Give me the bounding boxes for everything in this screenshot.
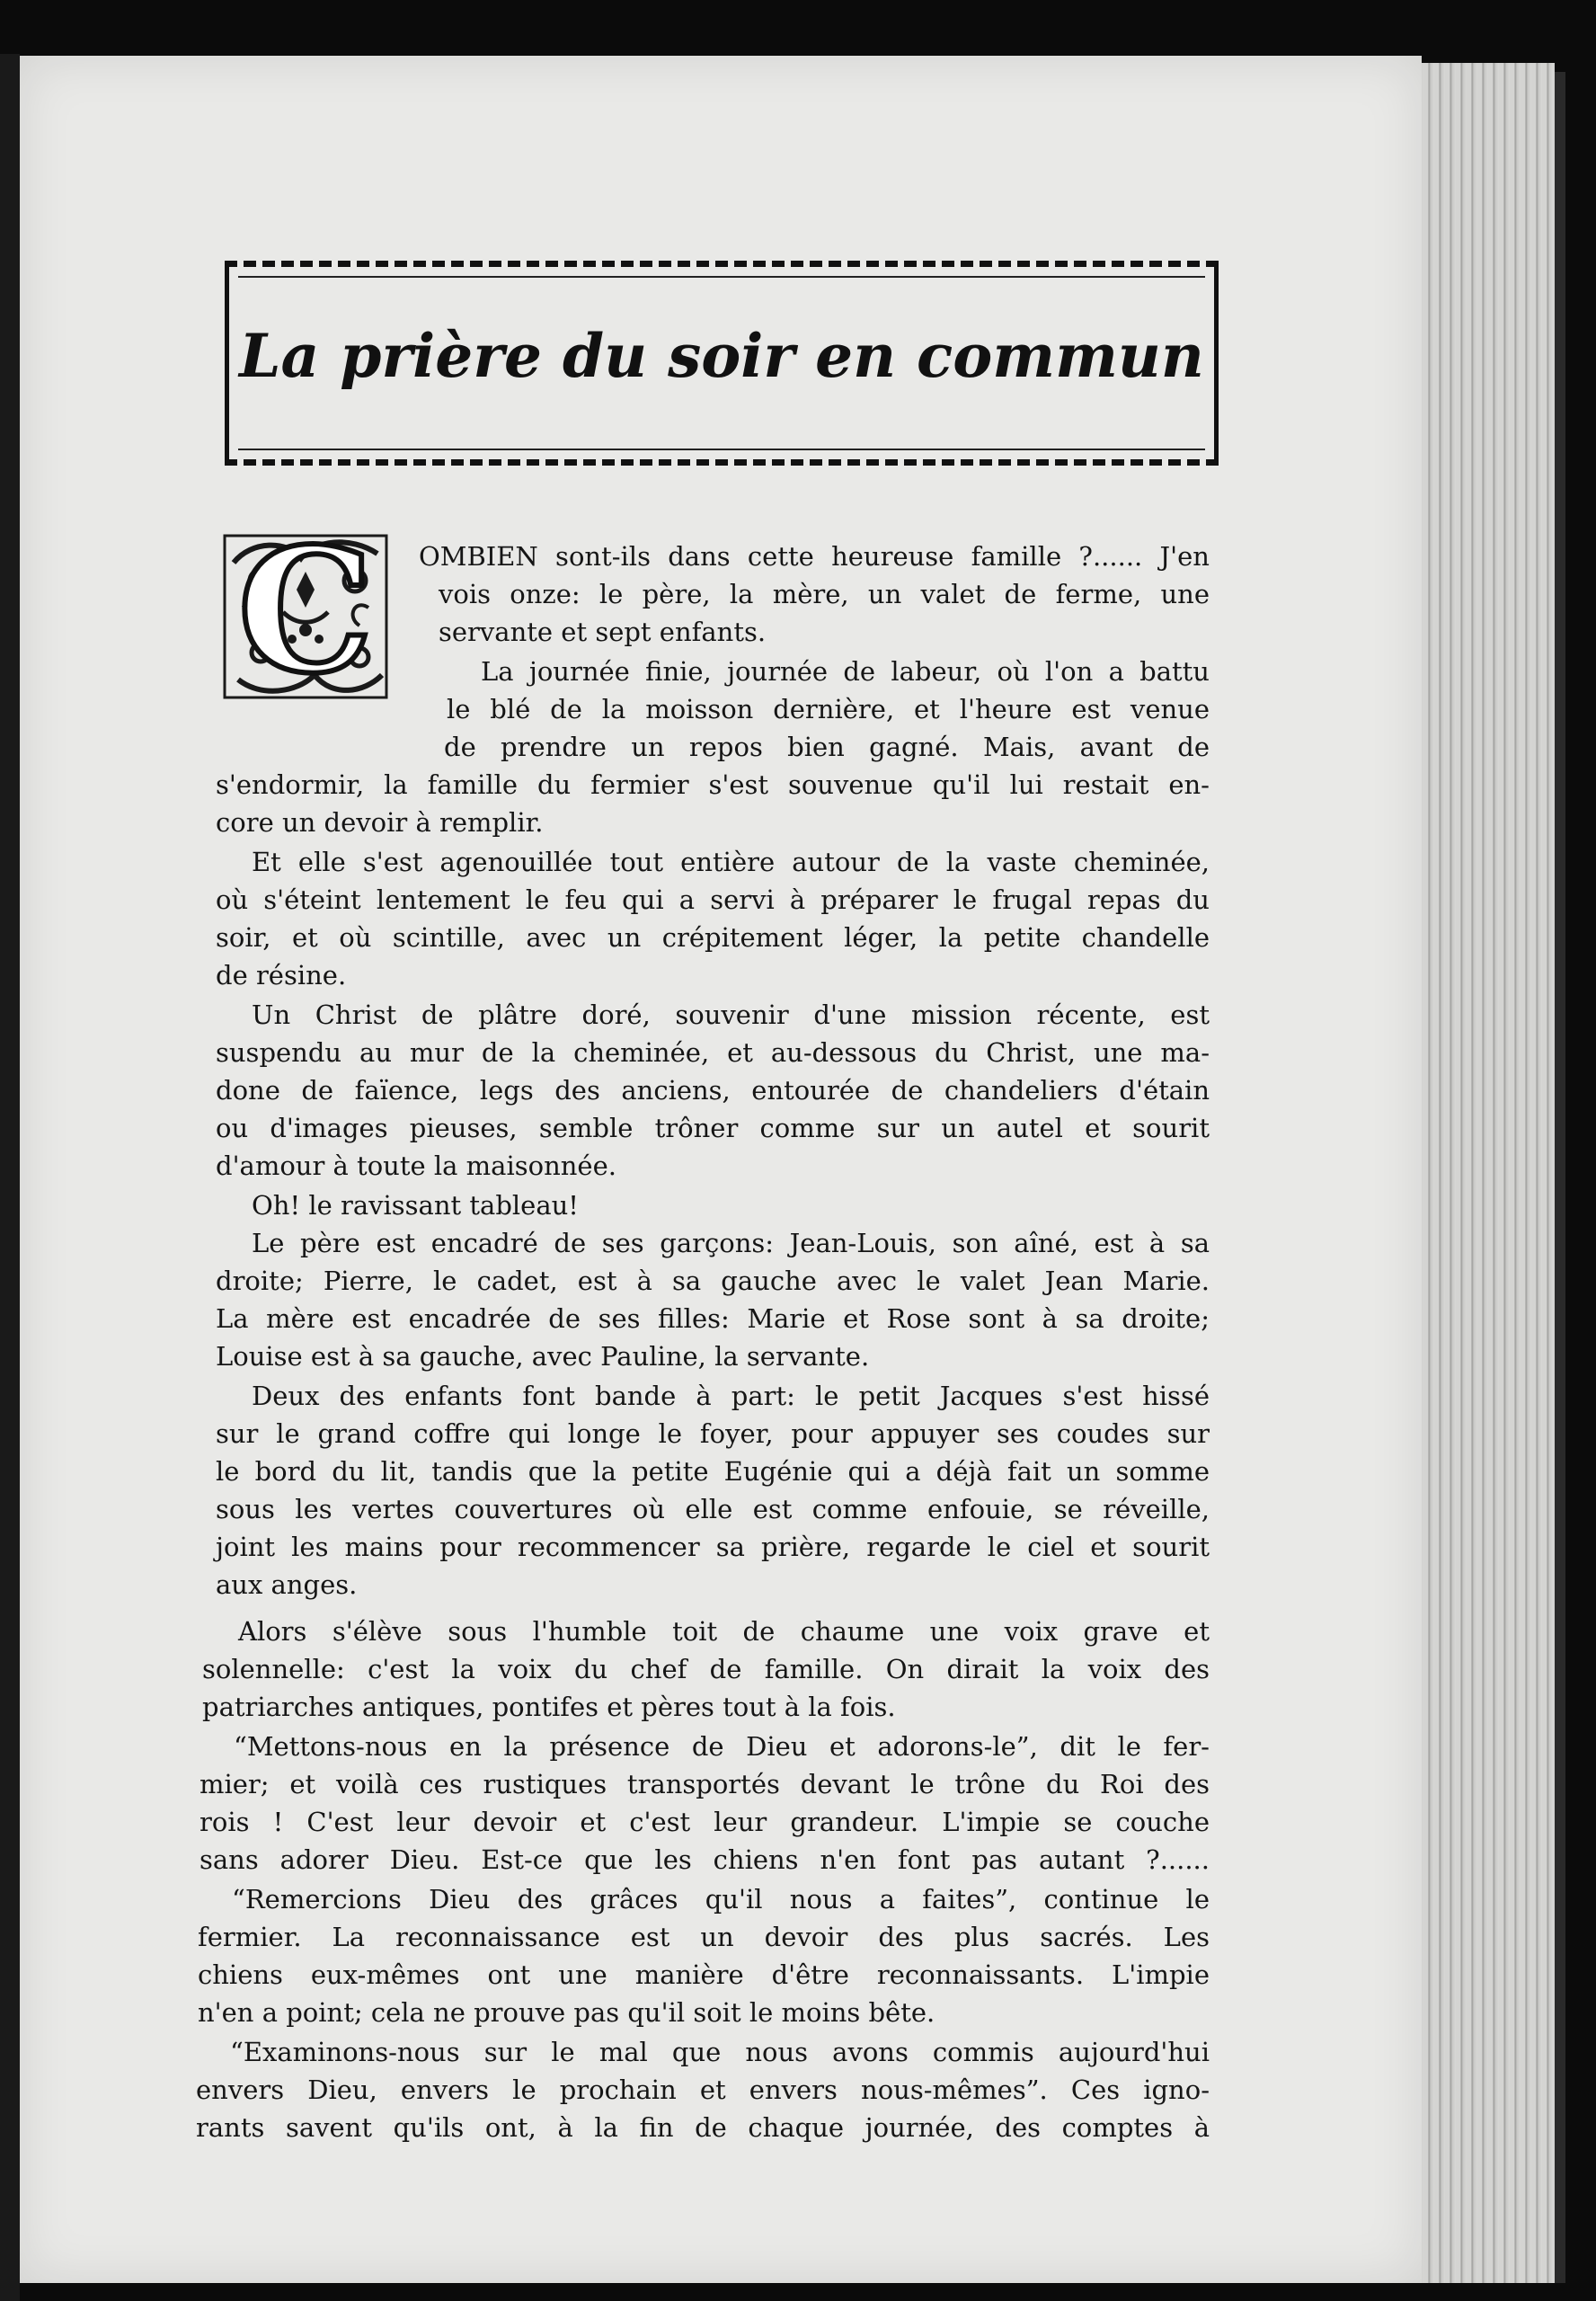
text-line: joint les mains pour recommencer sa prière, regarde le ciel et sourit xyxy=(216,1532,1210,1562)
text-line: ou d'images pieuses, semble trôner comme sur un autel et sourit xyxy=(216,1113,1210,1143)
text-line: sous les vertes couvertures où elle est comme enfouie, se réveille, xyxy=(216,1494,1210,1524)
text-line: rants savent qu'ils ont, à la fin de chaque journée, des comptes à xyxy=(196,2112,1210,2143)
dropcap-letter: C xyxy=(237,527,374,706)
text-line: Alors s'élève sous l'humble toit de chaume une voix grave et xyxy=(238,1616,1210,1647)
text-line: Le père est encadré de ses garçons: Jean-Louis, son aîné, est à sa xyxy=(252,1228,1210,1258)
text-line: Un Christ de plâtre doré, souvenir d'une mission récente, est xyxy=(252,999,1210,1030)
text-line: rois ! C'est leur devoir et c'est leur grandeur. L'impie se couche xyxy=(200,1807,1210,1837)
text-line: OMBIEN sont-ils dans cette heureuse famille ?...... J'en xyxy=(419,541,1210,572)
text-line: Et elle s'est agenouillée tout entière autour de la vaste cheminée, xyxy=(252,847,1210,877)
text-line: s'endormir, la famille du fermier s'est souvenue qu'il lui restait en- xyxy=(216,769,1210,800)
text-line: La journée finie, journée de labeur, où l'on a battu xyxy=(481,656,1210,687)
text-line: “Mettons-nous en la présence de Dieu et adorons-le”, dit le fer- xyxy=(234,1731,1210,1762)
text-line: le blé de la moisson dernière, et l'heure est venue xyxy=(447,694,1210,724)
text-line: La mère est encadrée de ses filles: Marie et Rose sont à sa droite; xyxy=(216,1303,1210,1334)
text-line: où s'éteint lentement le feu qui a servi à préparer le frugal repas du xyxy=(216,884,1210,915)
text-line: fermier. La reconnaissance est un devoir des plus sacrés. Les xyxy=(198,1922,1210,1952)
text-line: sur le grand coffre qui longe le foyer, pour appuyer ses coudes sur xyxy=(216,1418,1210,1449)
book-gutter xyxy=(0,54,20,2301)
text-line: solennelle: c'est la voix du chef de famille. On dirait la voix des xyxy=(202,1654,1210,1684)
text-line: aux anges. xyxy=(216,1569,358,1600)
text-line: vois onze: le père, la mère, un valet de ferme, une xyxy=(439,579,1210,609)
text-line: chiens eux-mêmes ont une manière d'être reconnaissants. L'impie xyxy=(198,1959,1210,1990)
text-line: patriarches antiques, pontifes et pères tout à la fois. xyxy=(202,1692,896,1722)
text-line: Deux des enfants font bande à part: le petit Jacques s'est hissé xyxy=(252,1381,1210,1411)
text-line: le bord du lit, tandis que la petite Eugénie qui a déjà fait un somme xyxy=(216,1456,1210,1487)
text-line: n'en a point; cela ne prouve pas qu'il soit le moins bête. xyxy=(198,1997,935,2028)
page-title: La prière du soir en commun xyxy=(239,321,1204,391)
text-line: envers Dieu, envers le prochain et envers nous-mêmes”. Ces igno- xyxy=(196,2074,1210,2105)
text-line: “Remercions Dieu des grâces qu'il nous a faites”, continue le xyxy=(232,1884,1210,1915)
text-line: “Examinons-nous sur le mal que nous avons commis aujourd'hui xyxy=(230,2037,1210,2067)
text-line: de résine. xyxy=(216,960,347,991)
page-edges xyxy=(1402,63,1555,2283)
text-line: suspendu au mur de la cheminée, et au-dessous du Christ, une ma- xyxy=(216,1037,1210,1068)
text-line: soir, et où scintille, avec un crépitement léger, la petite chandelle xyxy=(216,922,1210,953)
text-line: core un devoir à remplir. xyxy=(216,807,544,838)
title-frame xyxy=(225,261,1219,466)
text-line: sans adorer Dieu. Est-ce que les chiens n'en font pas autant ?...... xyxy=(200,1844,1210,1875)
text-line: droite; Pierre, le cadet, est à sa gauche avec le valet Jean Marie. xyxy=(216,1266,1210,1296)
text-line: mier; et voilà ces rustiques transportés devant le trône du Roi des xyxy=(200,1769,1210,1799)
ornate-dropcap xyxy=(216,527,395,706)
text-line: done de faïence, legs des anciens, entourée de chandeliers d'étain xyxy=(216,1075,1210,1106)
book-cover-edge xyxy=(1555,72,1565,2283)
text-line: de prendre un repos bien gagné. Mais, avant de xyxy=(444,732,1210,762)
text-line: Louise est à sa gauche, avec Pauline, la servante. xyxy=(216,1341,870,1372)
text-line: Oh! le ravissant tableau! xyxy=(252,1190,579,1221)
text-line: servante et sept enfants. xyxy=(439,617,767,647)
text-line: d'amour à toute la maisonnée. xyxy=(216,1150,616,1181)
